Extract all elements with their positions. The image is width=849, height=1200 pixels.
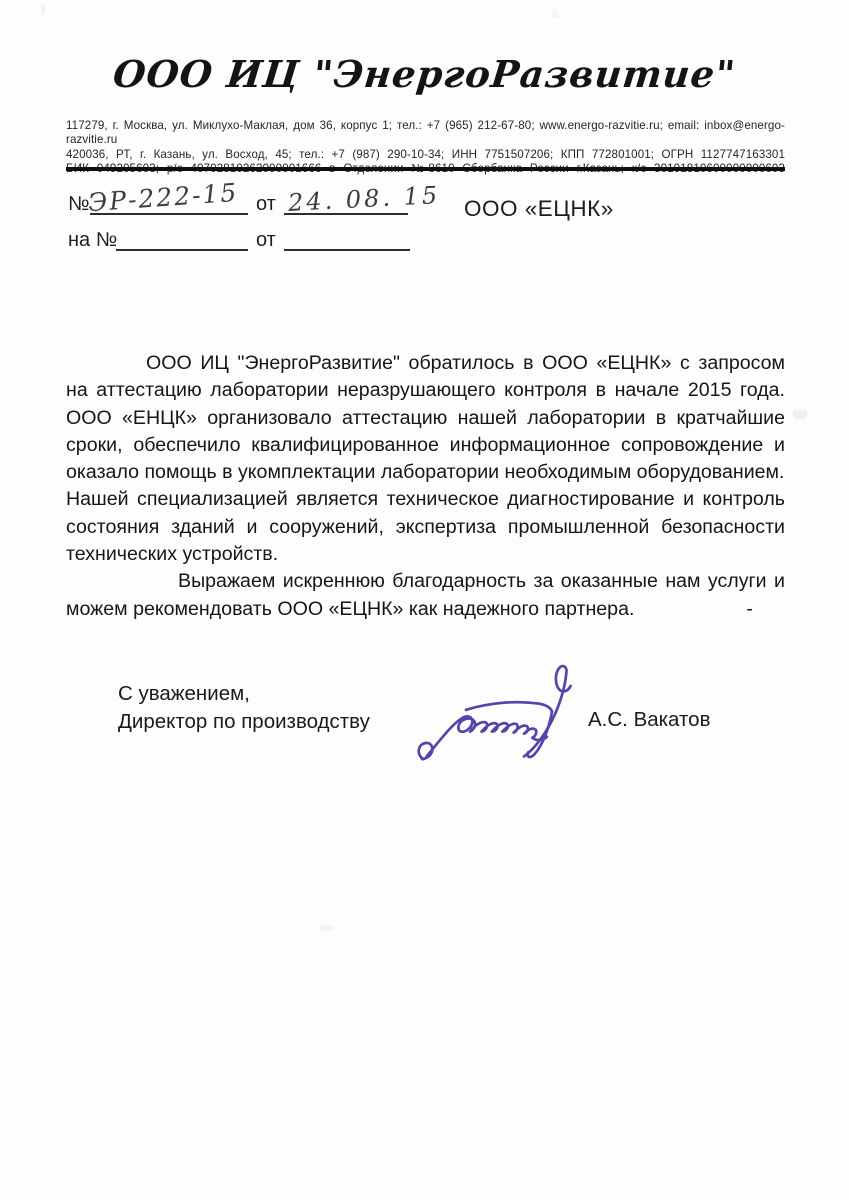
outgoing-date-handwritten: 24. 08. 15 [287,181,441,217]
body-paragraph-2: Нашей специализацией является техническое диагностирование и контроль состояния зданий и сооружений, экспертиза промышленной безопасности технических устройств. [66,488,785,566]
scan-artifact [320,925,333,931]
signer-name: А.С. Вакатов [588,708,711,731]
reply-number-line [116,249,248,251]
stray-dash-mark: - [746,597,753,620]
scan-artifact [793,410,807,419]
signer-position: Директор по производству [118,710,370,733]
outgoing-number-handwritten: ЭР-222-15 [87,177,240,218]
company-logo-script: ООО ИЦ "ЭнергоРазвитие" [111,52,738,96]
reply-date-label: от [256,229,276,251]
body-paragraph-3 [66,568,785,623]
scan-artifact [551,11,559,18]
reply-number-label: на № [68,229,118,251]
outgoing-date-label: от [256,193,276,215]
letter-body [66,350,785,623]
handwritten-signature [412,658,578,772]
address-line-1: 117279, г. Москва, ул. Миклухо-Маклая, дом 36, корпус 1; тел.: +7 (965) 212-67-80; www.energo-razvitie.ru; email: inbox@energo-razvitie.ru [66,119,785,147]
scan-artifact [41,4,45,14]
address-line-2: 420036, РТ, г. Казань, ул. Восход, 45; тел.: +7 (987) 290-10-34; ИНН 7751507206; КПП 772801001; ОГРН 1127747163301 [66,147,785,161]
outgoing-number-label: № [68,193,90,215]
letterhead-divider-rule [66,167,785,171]
closing-block [118,680,370,736]
recipient-name: ООО «ЕЦНК» [464,196,614,221]
body-paragraph-1: ООО ИЦ "ЭнергоРазвитие" обратилось в ООО «ЕЦНК» с запросом на аттестацию лаборатории неразрушающего контроля в начале 2015 года. ООО «ЕНЦК» организовало аттестацию нашей лаборатории в кратчайшие сроки, обеспечило квалифицированное информационное сопровождение и оказало помощь в укомплектации лаборатории необходимым оборудованием. [66,352,785,484]
closing-salutation: С уважением, [118,682,250,705]
body-paragraph-3-text: Выражаем искреннюю благодарность за оказанные нам услуги и можем рекомендовать ООО «ЕЦНК» как надежного партнера. [66,570,785,620]
reply-date-line [284,249,410,251]
